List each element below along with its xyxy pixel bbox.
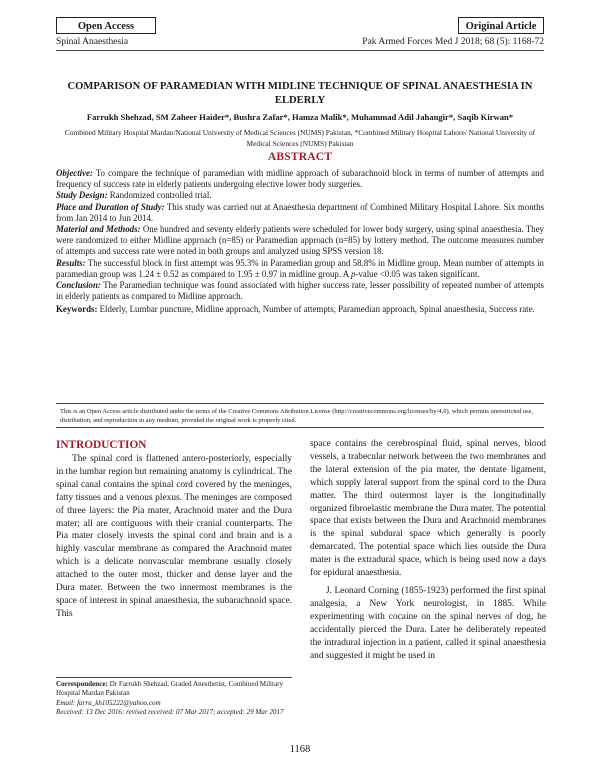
footnote-rule bbox=[56, 677, 292, 678]
abstract-place: Place and Duration of Study: This study was carried out at Anaesthesia department of Combined Military Hospital Lahore. Six months from Jan 2014 to Jun 2014. bbox=[56, 201, 544, 223]
right-column bbox=[310, 438, 546, 662]
intro-paragraph-3: J. Leonard Corning (1855-1923) performed the first spinal analgesia, a New York neurologist, in 1885. While experimenting with cocaine on the spinal nerves of dog, he accidentally pierced the Dura. Later he deliberately repeated the intradural injection in a patient, called it spinal anaesthesia and suggested it might be used in bbox=[310, 585, 546, 661]
abstract-results: Results: The successful block in first attempt was 95.3% in Paramedian group and 58.8% in Midline group. Mean number of attempts in paramedian group was 1.24 ± 0.52 as compared to 1.95 ± 0.97 in midline group. A p-value <0.05 was taken significant. bbox=[56, 257, 544, 279]
intro-paragraph-2: space contains the cerebrospinal fluid, spinal nerves, blood vessels, a trabecular network between the two membranes and the lateral extension of the pia mater, the dentate ligament, which supply lateral support from the spinal cord to the Dura matter. The third outermost layer is the longitudinally organized fibroelastic membrane the Dura mater. The potential space that exists between the Dura and Arachnoid membranes is the spinal subdural space which generally is poorly demarcated. The potential space which lies outside the Dura mater is the extradural space, which is being used now a days for epidural anaesthesia. bbox=[310, 439, 546, 579]
left-column bbox=[56, 438, 292, 621]
correspondence-line: Correspondence: Dr Farrukh Shehzad, Graded Anesthetist, Combined Military Hospital Mardan Pakistan bbox=[56, 680, 284, 698]
abstract-objective: Objective: To compare the technique of paramedian with midline approach of subarachnoid block in terms of number of attempts and frequency of success rate in elderly patients undergoing elective lower body surgeries. bbox=[56, 168, 544, 190]
abstract-methods: Material and Methods: One hundred and seventy elderly patients were scheduled for lower body surgery, using spinal anaesthesia. They were randomized to either Midline approach (n=85) or Paramedian approach (n=85) by lottery method. The outcome measures number of attempts and success rate were noted in both groups and analyzed using SPSS version 18. bbox=[56, 224, 544, 257]
abstract-keywords: Keywords: Elderly, Lumbar puncture, Midline approach, Number of attempts, Paramedian approach, Spinal anaesthesia, Success rate. bbox=[56, 304, 535, 315]
paper-title: COMPARISON OF PARAMEDIAN WITH MIDLINE TECHNIQUE OF SPINAL ANAESTHESIA IN ELDERLY bbox=[67, 81, 533, 106]
affiliations: Combined Military Hospital Mardan/National University of Medical Sciences (NUMS) Pakistan, *Combined Military Hospital Lahore/ National University of Medical Sciences (NUMS) Pakistan bbox=[64, 128, 536, 148]
correspondence-email: Email: farru_kh105222@yahoo.com bbox=[56, 698, 161, 707]
running-head-left: Spinal Anaesthesia bbox=[56, 37, 129, 47]
abstract-design: Study Design: Randomized controlled trial. bbox=[56, 190, 212, 201]
author-list: Farrukh Shehzad, SM Zaheer Haider*, Bushra Zafar*, Hamza Malik*, Muhammad Adil Jahangir*, Saqib Kirwan* bbox=[86, 112, 514, 122]
running-head-right: Pak Armed Forces Med J 2018; 68 (5): 1168-72 bbox=[362, 37, 544, 47]
header-rule bbox=[56, 50, 544, 51]
abstract-body bbox=[56, 168, 544, 316]
abstract-conclusion: Conclusion: The Paramedian technique was found associated with higher success rate, lesser possibility of repeated number of attempts in elderly patients as compared to Midline approach. bbox=[56, 280, 544, 302]
intro-paragraph-1: The spinal cord is flattened antero-posteriorly, especially in the lumbar region but remaining anatomy is cylindrical. The spinal canal contains the spinal cord covered by the meninges, fatty tissues and a venous plexus. The meninges are composed of three layers: the Pia mater, Arachnoid mater and the Dura mater; all are contiguous with their cranial counterparts. The Pia mater closely invests the spinal cord and brain and is a highly vascular membrane as compared the Arachnoid mater which is a delicate nonvascular membrane usually closely attached to the outer most, thicker and dense layer and the Dura mater. Between the two innermost membranes is the space of interest in spinal anaesthesia, the subarachnoid space. This bbox=[56, 454, 292, 619]
abstract-heading: ABSTRACT bbox=[267, 151, 333, 163]
license-notice: This is an Open Access article distributed under the terms of the Creative Commons Attribution License (http://creativecommons.org/licenses/by/4.0), which permits unrestricted use, distribution, and reproduction in any medium, provided the original work is properly cited. bbox=[60, 408, 534, 424]
page-number: 1168 bbox=[289, 744, 311, 755]
license-rule-top bbox=[56, 403, 544, 404]
article-type-badge: Original Article bbox=[458, 17, 544, 34]
correspondence-footnote bbox=[56, 680, 292, 717]
introduction-heading: INTRODUCTION bbox=[56, 439, 147, 451]
open-access-badge: Open Access bbox=[56, 17, 156, 34]
license-rule-bottom bbox=[56, 427, 544, 428]
correspondence-dates: Received: 13 Dec 2016; revised received: 07 Mar 2017; accepted: 29 Mar 2017 bbox=[56, 707, 284, 716]
